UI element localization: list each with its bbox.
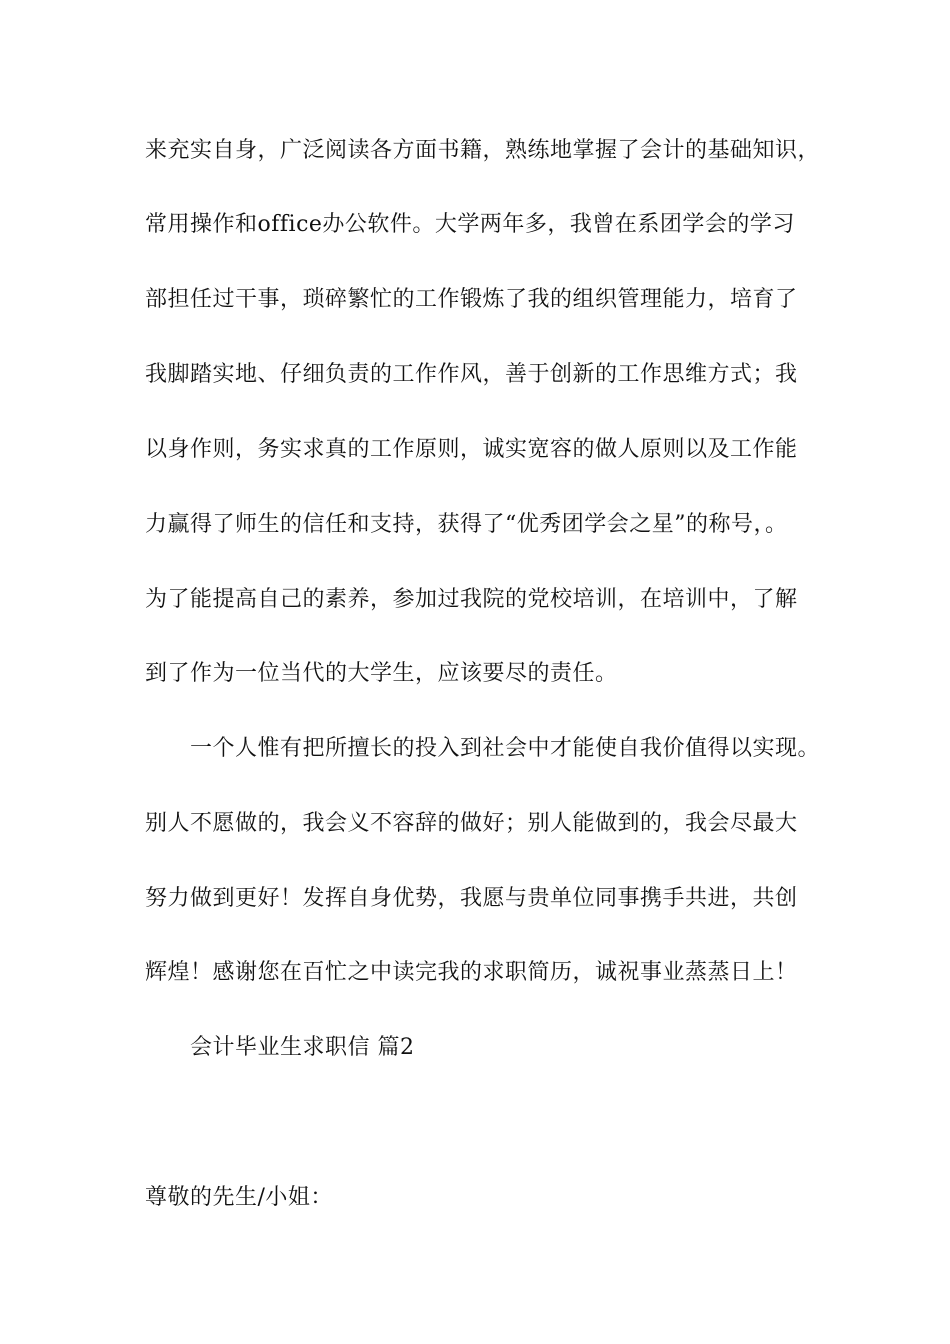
paragraph-line: 部担任过干事，琐碎繁忙的工作锻炼了我的组织管理能力，培育了	[145, 287, 798, 312]
paragraph-line: 到了作为一位当代的大学生，应该要尽的责任。	[145, 661, 618, 686]
paragraph-line: 我脚踏实地、仔细负责的工作作风，善于创新的工作思维方式；我	[145, 362, 798, 387]
paragraph-line: 别人不愿做的，我会义不容辞的做好；别人能做到的，我会尽最大	[145, 811, 798, 836]
paragraph-line: 努力做到更好！发挥自身优势，我愿与贵单位同事携手共进，共创	[145, 886, 798, 911]
paragraph-first-line: 一个人惟有把所擅长的投入到社会中才能使自我价值得以实现。	[190, 736, 821, 761]
paragraph-line: 力赢得了师生的信任和支持，获得了“优秀团学会之星”的称号，。	[145, 512, 788, 537]
section-heading: 会计毕业生求职信 篇2	[190, 1035, 415, 1060]
paragraph-line: 为了能提高自己的素养，参加过我院的党校培训，在培训中，了解	[145, 587, 798, 612]
paragraph-line: 来充实自身，广泛阅读各方面书籍，熟练地掌握了会计的基础知识，	[145, 138, 821, 163]
paragraph-line: 以身作则，务实求真的工作原则，诚实宽容的做人原则以及工作能	[145, 437, 798, 462]
salutation: 尊敬的先生/小姐：	[145, 1185, 333, 1210]
paragraph-line: 辉煌！感谢您在百忙之中读完我的求职简历，诚祝事业蒸蒸日上！	[145, 960, 798, 985]
paragraph-line: 常用操作和office办公软件。大学两年多，我曾在系团学会的学习	[145, 212, 795, 237]
